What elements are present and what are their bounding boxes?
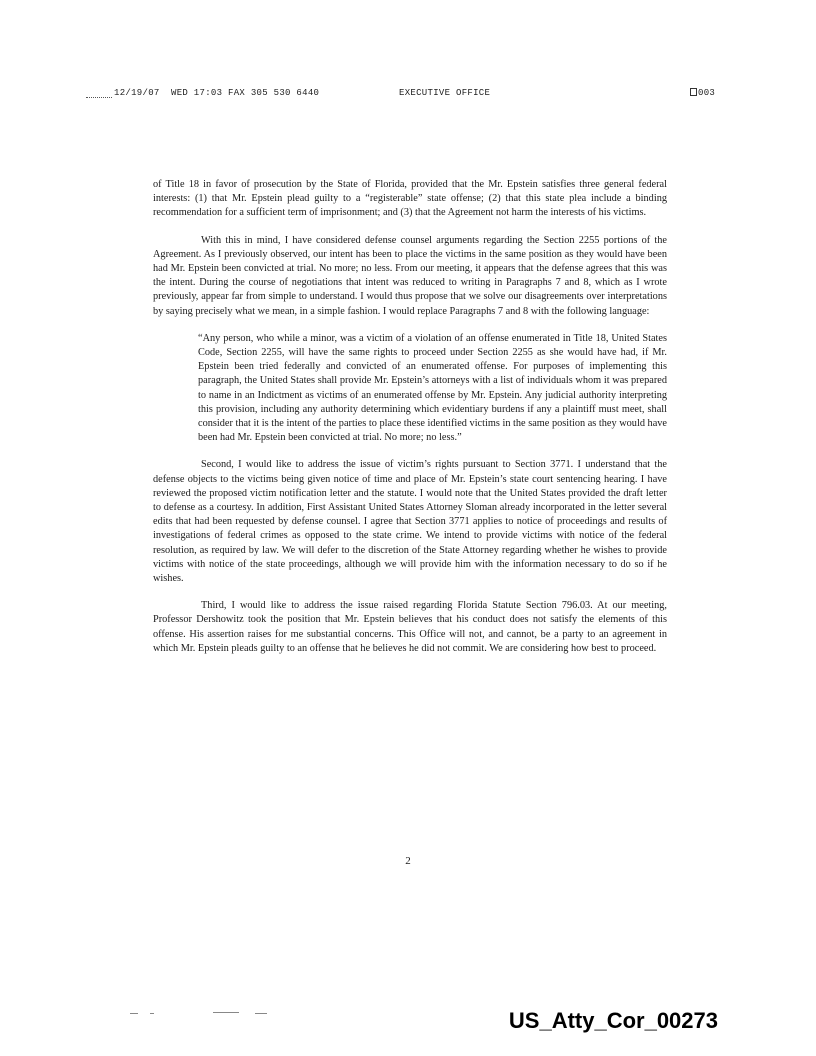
paragraph-section-3771: Second, I would like to address the issue of victim’s rights pursuant to Section 3771. I understand that the defense objects to the victims being given notice of time and place of Mr. Epstein’s state court sentencing hearing. I have reviewed the proposed victim notification letter and the statute. I would note that the United States provided the draft letter to defense as a courtesy. In addition, First Assistant United States Attorney Sloman already incorporated in the letter several edits that had been requested by defense counsel. I agree that Section 3771 applies to notice of proceedings and results of investigations of federal crimes as opposed to the state crime. We intend to provide victims with notice of the federal resolution, as required by law. We will defer to the discretion of the State Attorney regarding whether he wishes to provide victims with notice of the state proceedings, although we will provide him with the information necessary to do so if he wishes. <box>153 459 667 585</box>
letter-body <box>153 178 667 669</box>
fax-header-page <box>690 88 715 98</box>
fax-header <box>86 88 726 102</box>
paragraph-statute-796: Third, I would like to address the issue raised regarding Florida Statute Section 796.03. At our meeting, Professor Dershowitz took the position that Mr. Epstein believes that his conduct does not satisfy the elements of this offense. His assertion raises for me substantial concerns. This Office will not, and cannot, be a party to an agreement in which Mr. Epstein pleads guilty to an offense that he believes he did not commit. We are considering how best to proceed. <box>153 600 667 654</box>
fax-header-rule <box>86 97 112 98</box>
scan-speck <box>150 1013 154 1014</box>
paragraph-section-2255: With this in mind, I have considered defense counsel arguments regarding the Section 2255 portions of the Agreement. As I previously observed, our intent has been to place the victims in the same position as they would have been had Mr. Epstein been convicted at trial. No more; no less. From our meeting, it appears that the defense agrees that this was the intent. During the course of negotiations that intent was reduced to writing in Paragraphs 7 and 8, which as I wrote previously, appear far from simple to understand. I would thus propose that we solve our disagreements over interpretations by saying precisely what we mean, in a simple fashion. I would replace Paragraphs 7 and 8 with the following language: <box>153 234 667 317</box>
paragraph-continuation: of Title 18 in favor of prosecution by the State of Florida, provided that the Mr. Epstein satisfies three general federal interests: (1) that Mr. Epstein plead guilty to a “registerable” state offense; (2) that this state plea include a binding recommendation for a sufficient term of imprisonment; and (3) that the Agreement not harm the interests of his victims. <box>153 179 667 219</box>
scan-speck <box>255 1013 267 1014</box>
scan-speck <box>130 1013 138 1014</box>
fax-header-datetime: 12/19/07 WED 17:03 FAX 305 530 6440 <box>114 88 320 98</box>
scan-speck <box>213 1012 239 1013</box>
fax-page-icon <box>690 88 697 96</box>
proposed-language-quote: “Any person, who while a minor, was a victim of a violation of an offense enumerated in Title 18, United States Code, Section 2255, will have the same rights to proceed under Section 2255 as she would have had, if Mr. Epstein been tried federally and convicted of an enumerated offense. For purposes of implementing this paragraph, the United States shall provide Mr. Epstein’s attorneys with a list of individuals whom it was prepared to name in an Indictment as victims of an enumerated offense by Mr. Epstein. Any judicial authority interpreting this provision, including any authority determining which evidentiary burdens if any a plaintiff must meet, shall consider that it is the intent of the parties to place these identified victims in the same position as they would have been had Mr. Epstein been convicted at trial. No more; no less.” <box>198 332 667 444</box>
fax-header-office: EXECUTIVE OFFICE <box>399 88 491 98</box>
page-number: 2 <box>405 855 411 867</box>
bates-number: US_Atty_Cor_00273 <box>508 1008 718 1033</box>
fax-header-page-number: 003 <box>698 88 716 98</box>
